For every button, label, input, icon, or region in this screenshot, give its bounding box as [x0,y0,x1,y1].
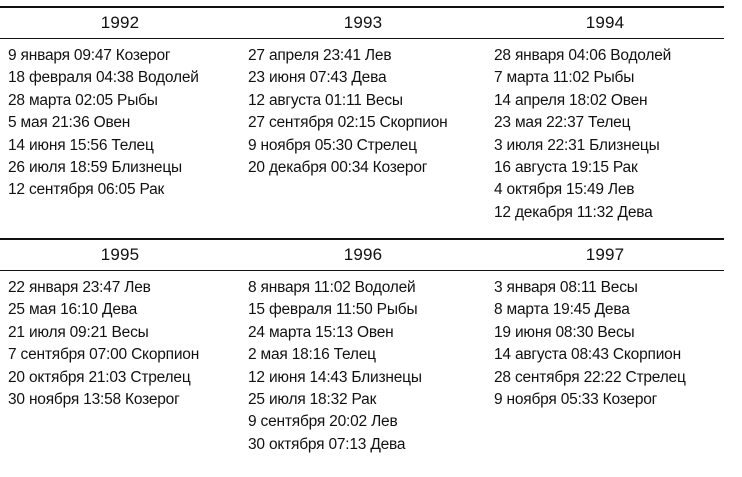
list-item: 19 июня 08:30 Весы [494,323,635,341]
list-item: 20 декабря 00:34 Козерог [248,159,428,177]
list-item: 9 сентября 20:02 Лев [248,413,398,431]
entries-row [0,271,724,456]
list-item: 14 июня 15:56 Телец [8,136,154,154]
year-heading: 1992 [100,13,140,32]
list-item: 4 октября 15:49 Лев [494,181,635,199]
list-item: 7 сентября 07:00 Скорпион [8,346,200,364]
list-item: 8 марта 19:45 Дева [494,301,630,319]
list-item: 24 марта 15:13 Овен [248,323,394,341]
list-item: 26 июля 18:59 Близнецы [8,159,182,177]
list-item: 7 марта 11:02 Рыбы [494,69,635,87]
year-heading: 1996 [343,245,383,264]
list-item: 9 января 09:47 Козерог [8,47,171,64]
year-heading: 1993 [343,13,383,32]
list-item: 5 мая 21:36 Овен [8,114,131,132]
table-block-1995-1997 [0,238,724,456]
list-item: 23 мая 22:37 Телец [494,114,631,132]
list-item: 12 сентября 06:05 Рак [8,181,165,199]
year-column [240,277,486,456]
list-item: 8 января 11:02 Водолей [248,279,416,296]
list-item: 12 декабря 11:32 Дева [494,203,653,221]
year-heading: 1997 [585,245,625,264]
year-column [0,277,240,456]
entries-row [0,39,724,224]
year-heading: 1994 [585,13,625,32]
table-block-1992-1994 [0,6,724,224]
list-item: 25 июля 18:32 Рак [248,391,377,409]
list-item: 3 января 08:11 Весы [494,279,638,296]
list-item: 12 июня 14:43 Близнецы [248,368,422,386]
list-item: 30 ноября 13:58 Козерог [8,391,180,409]
year-column [486,45,724,224]
year-column [0,45,240,224]
list-item: 21 июля 09:21 Весы [8,323,149,341]
year-heading: 1995 [100,245,140,264]
list-item: 23 июня 07:43 Дева [248,69,387,87]
list-item: 9 ноября 05:30 Стрелец [248,136,417,154]
list-item: 3 июля 22:31 Близнецы [494,136,660,154]
list-item: 12 августа 01:11 Весы [248,91,403,109]
list-item: 15 февраля 11:50 Рыбы [248,301,418,319]
list-item: 28 марта 02:05 Рыбы [8,91,158,109]
list-item: 30 октября 07:13 Дева [248,435,406,453]
list-item: 20 октября 21:03 Стрелец [8,368,191,386]
year-column [240,45,486,224]
list-item: 16 августа 19:15 Рак [494,159,638,177]
list-item: 25 мая 16:10 Дева [8,301,138,319]
year-column [486,277,724,456]
list-item: 27 сентября 02:15 Скорпион [248,114,448,132]
list-item: 22 января 23:47 Лев [8,279,151,296]
list-item: 18 февраля 04:38 Водолей [8,69,199,87]
list-item: 27 апреля 23:41 Лев [248,47,392,64]
list-item: 28 января 04:06 Водолей [494,47,672,64]
year-header-row [0,240,724,270]
year-header-row [0,8,724,38]
list-item: 14 апреля 18:02 Овен [494,91,648,109]
list-item: 2 мая 18:16 Телец [248,346,376,364]
list-item: 14 августа 08:43 Скорпион [494,346,681,364]
list-item: 9 ноября 05:33 Козерог [494,391,658,409]
list-item: 28 сентября 22:22 Стрелец [494,368,686,386]
